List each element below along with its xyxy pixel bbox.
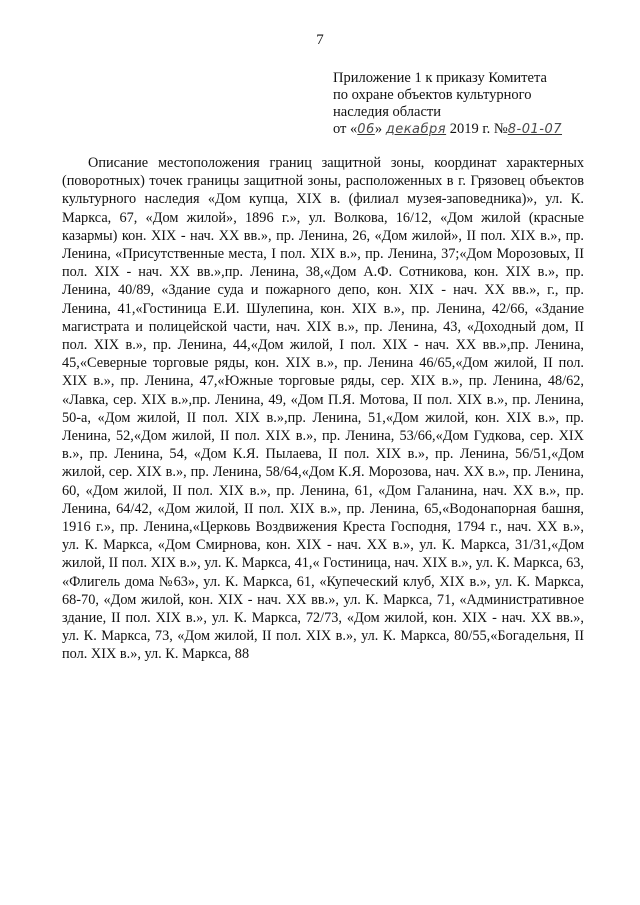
appendix-header bbox=[333, 70, 633, 138]
appendix-line-2: по охране объектов культурного bbox=[333, 87, 532, 103]
appendix-date-line bbox=[333, 121, 633, 138]
handwritten-day: 06 bbox=[357, 122, 375, 137]
date-mid: » bbox=[374, 121, 383, 137]
date-year: 2019 г. № bbox=[449, 121, 508, 137]
page-number: 7 bbox=[316, 32, 324, 48]
handwritten-order-number: 8-01-07 bbox=[507, 122, 563, 137]
handwritten-month: декабря bbox=[385, 122, 447, 137]
appendix-line-1: Приложение 1 к приказу Комитета bbox=[333, 70, 547, 86]
boundary-description-paragraph: Описание местоположения границ защитной зоны, координат характерных (поворотных) точек границы защитной зоны, расположенных в г. Грязовец объектов культурного наследия «Дом купца, XIX в. (филиал музея-заповедника)», ул. К. Маркса, 67, «Дом жилой», 1896 г.», ул. Волкова, 16/12, «Дом жилой (красные казармы) кон. XIX - нач. XX вв.», пр. Ленина, 26, «Дом жилой», II пол. XIX в.», пр. Ленина, «Присутственные места, I пол. XIX в.», пр. Ленина, 37;«Дом Морозовых, II пол. XIX - нач. XX вв.»,пр. Ленина, 38,«Дом А.Ф. Сотникова, кон. XIX в.», пр. Ленина, 40/89, «Здание суда и пожарного депо, кон. XIX - нач. XX вв.», г., пр. Ленина, 41,«Гостиница Е.И. Шулепина, кон. XIX в.», пр. Ленина, 42/66, «Здание магистрата и полицейской части, нач. XIX в.», пр. Ленина, 43, «Доходный дом, II пол. XIX в.», пр. Ленина, 44,«Дом жилой, I пол. XIX - нач. XX вв.»,пр. Ленина, 45,«Северные торговые ряды, кон. XIX в.», пр. Ленина 46/65,«Дом жилой, II пол. XIX в.», пр. Ленина, 47,«Южные торговые ряды, сер. XIX в.», пр. Ленина, 48/62, «Лавка, сер. XIX в.»,пр. Ленина, 49, «Дом П.Я. Мотова, II пол. XIX в.», пр. Ленина, 50-а, «Дом жилой, II пол. XIX в.»,пр. Ленина, 51,«Дом жилой, кон. XIX в.», пр. Ленина, 52,«Дом жилой, II пол. XIX в.», пр. Ленина, 53/66,«Дом Гудкова, сер. XIX в.», пр. Ленина, 54, «Дом К.Я. Пылаева, II пол. XIX в.», пр. Ленина, 56/51,«Дом жилой, сер. XIX в.», пр. Ленина, 58/64,«Дом К.Я. Морозова, нач. XX в.», пр. Ленина, 60, «Дом жилой, II пол. XIX в.», пр. Ленина, 61, «Дом Галанина, нач. XX в.», пр. Ленина, 64/42, «Дом жилой, II пол. XIX в.», пр. Ленина, 65,«Водонапорная башня, 1916 г.», пр. Ленина,«Церковь Воздвижения Креста Господня, 1794 г., нач. XX в.», ул. К. Маркса, «Дом Смирнова, кон. XIX - нач. XX в.», ул. К. Маркса, 31/31,«Дом жилой, II пол. XIX в.», ул. К. Маркса, 41,« Гостиница, нач. XIX в.», ул. К. Маркса, 63, «Флигель дома №63», ул. К. Маркса, 61, «Купеческий клуб, XIX в.», ул. К. Маркса, 68-70, «Дом жилой, кон. XIX - нач. XX вв.», ул. К. Маркса, 71, «Административное здание, II пол. XIX в.», ул. К. Маркса, 72/73, «Дом жилой, кон. XIX - нач. XX вв.», ул. К. Маркса, 73, «Дом жилой, II пол. XIX в.», ул. К. Маркса, 80/55,«Богадельня, II пол. XIX в.», ул. К. Маркса, 88 bbox=[62, 155, 584, 663]
appendix-line-3: наследия области bbox=[333, 104, 442, 120]
date-prefix: от « bbox=[333, 121, 358, 137]
